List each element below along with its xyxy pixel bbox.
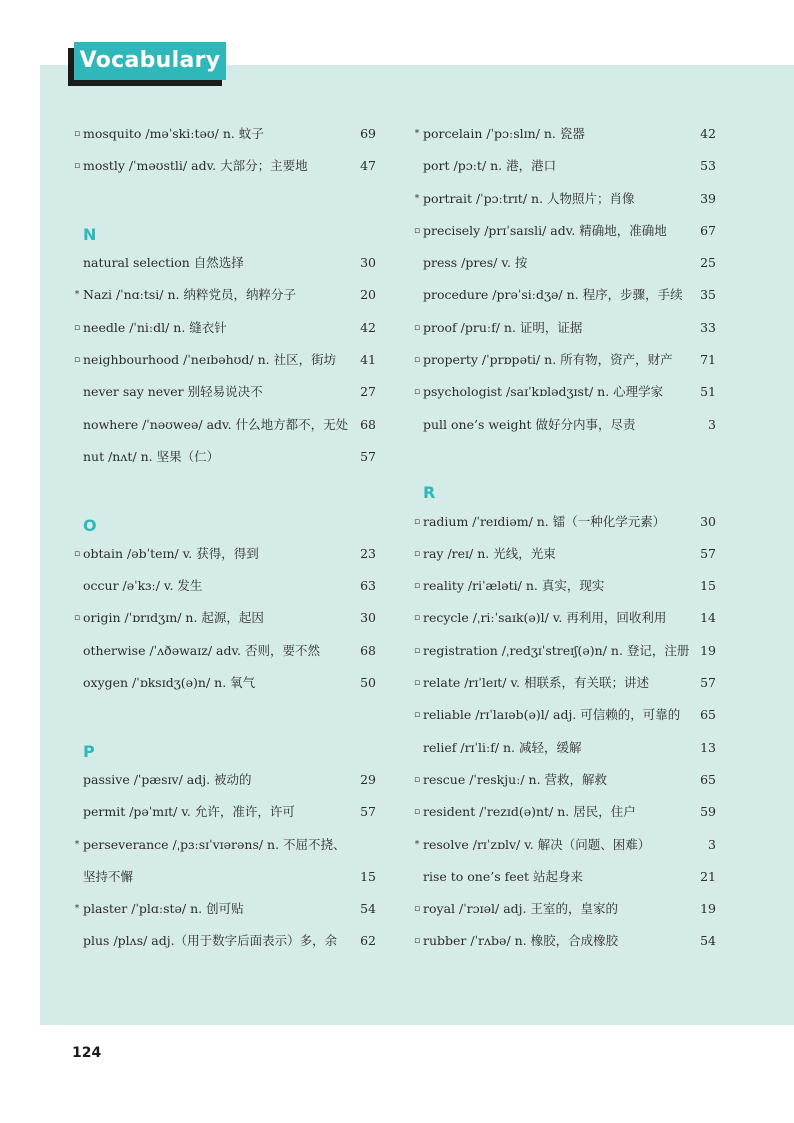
entry-page-ref: 30 — [360, 610, 376, 626]
vocab-entry — [412, 215, 716, 247]
vocab-entry — [412, 699, 716, 731]
entry-page-ref: 57 — [700, 545, 716, 561]
entry-text: oxygen /ˈɒksɪdʒ(ə)n/ n. 氧气 — [83, 675, 256, 691]
entry-text: rescue /ˈreskjuː/ n. 营救，解救 — [423, 771, 608, 787]
vocab-entry — [72, 118, 376, 150]
entry-page-ref: 50 — [360, 675, 376, 691]
entry-page-ref: 25 — [700, 255, 716, 271]
entry-text: perseverance /ˌpɜːsɪˈvɪərəns/ n. 不屈不挠、 — [83, 836, 346, 852]
asterisk-marker: * — [74, 839, 80, 850]
entry-text: registration /ˌredʒɪˈstreɪʃ(ə)n/ n. 登记，注册 — [423, 642, 690, 658]
checkbox-marker: ▫ — [413, 613, 421, 624]
vocab-entry — [72, 279, 376, 311]
section-gap — [412, 441, 716, 473]
entry-text: Nazi /ˈnɑːtsi/ n. 纳粹党员，纳粹分子 — [83, 287, 296, 303]
entry-text: reliable /rɪˈlaɪəb(ə)l/ adj. 可信赖的，可靠的 — [423, 707, 681, 723]
entry-text: permit /pəˈmɪt/ v. 允许，准许，许可 — [83, 804, 295, 820]
section-gap — [72, 473, 376, 505]
entry-page-ref: 3 — [708, 416, 716, 432]
checkbox-marker: ▫ — [413, 225, 421, 236]
entry-text: pull one’s weight 做好分内事，尽责 — [423, 416, 636, 432]
page-number: 124 — [72, 1045, 102, 1061]
vocab-entry — [72, 796, 376, 828]
asterisk-marker: * — [414, 193, 420, 204]
vocabulary-column-right — [412, 118, 716, 958]
asterisk-marker: * — [74, 290, 80, 301]
checkbox-marker: ▫ — [413, 807, 421, 818]
checkbox-marker: ▫ — [413, 645, 421, 656]
checkbox-marker: ▫ — [413, 774, 421, 785]
entry-text: ray /reɪ/ n. 光线，光束 — [423, 545, 556, 561]
entry-page-ref: 54 — [360, 901, 376, 917]
section-letter: P — [83, 741, 95, 761]
checkbox-marker: ▫ — [73, 322, 81, 333]
entry-page-ref: 3 — [708, 836, 716, 852]
entry-text: precisely /prɪˈsaɪsli/ adv. 精确地，准确地 — [423, 222, 667, 238]
entry-page-ref: 30 — [360, 255, 376, 271]
entry-text: recycle /ˌriːˈsaɪk(ə)l/ v. 再利用，回收利用 — [423, 610, 667, 626]
asterisk-marker: * — [414, 129, 420, 139]
entry-text: relief /rɪˈliːf/ n. 减轻，缓解 — [423, 739, 582, 755]
vocab-entry — [72, 312, 376, 344]
entry-text: porcelain /ˈpɔːslɪn/ n. 瓷器 — [423, 126, 585, 141]
vocab-entry — [72, 764, 376, 796]
entry-page-ref: 19 — [700, 642, 716, 658]
entry-text: plus /plʌs/ adj.（用于数字后面表示）多，余 — [83, 933, 338, 949]
vocab-entry — [72, 441, 376, 473]
vocab-entry — [72, 376, 376, 408]
vocab-entry — [412, 925, 716, 957]
entry-page-ref: 41 — [360, 352, 376, 368]
entry-page-ref: 27 — [360, 384, 376, 400]
vocab-entry — [412, 796, 716, 828]
vocab-entry — [72, 409, 376, 441]
vocab-entry — [412, 538, 716, 570]
entry-text: relate /rɪˈleɪt/ v. 相联系，有关联；讲述 — [423, 675, 649, 691]
entry-page-ref: 57 — [360, 804, 376, 820]
entry-text: portrait /ˈpɔːtrɪt/ n. 人物照片；肖像 — [423, 190, 635, 206]
vocab-entry — [72, 635, 376, 667]
vocab-entry — [72, 925, 376, 957]
checkbox-marker: ▫ — [413, 936, 421, 947]
entry-text: reality /riˈæləti/ n. 真实，现实 — [423, 578, 605, 594]
asterisk-marker: * — [414, 839, 420, 850]
entry-text: needle /ˈniːdl/ n. 缝衣针 — [83, 319, 227, 335]
entry-text: natural selection 自然选择 — [83, 255, 244, 271]
entry-text: origin /ˈɒrɪdʒɪn/ n. 起源，起因 — [83, 610, 264, 626]
vocab-entry — [412, 667, 716, 699]
vocab-entry — [72, 893, 376, 925]
entry-page-ref: 68 — [360, 416, 376, 432]
entry-page-ref: 14 — [700, 610, 716, 626]
vocab-entry — [72, 570, 376, 602]
entry-page-ref: 62 — [360, 933, 376, 949]
entry-page-ref: 23 — [360, 545, 376, 561]
vocab-entry — [412, 861, 716, 893]
entry-page-ref: 54 — [700, 933, 716, 949]
entry-page-ref: 57 — [360, 448, 376, 464]
asterisk-marker: * — [74, 904, 80, 915]
vocabulary-column-left — [72, 118, 376, 958]
vocab-entry — [412, 344, 716, 376]
vocab-entry — [412, 183, 716, 215]
vocab-entry — [72, 829, 376, 861]
entry-text: press /pres/ v. 按 — [423, 255, 528, 271]
entry-text: psychologist /saɪˈkɒlədʒɪst/ n. 心理学家 — [423, 384, 664, 400]
entry-text: resident /ˈrezɪd(ə)nt/ n. 居民，住户 — [423, 804, 636, 820]
entry-page-ref: 59 — [700, 804, 716, 820]
vocab-entry — [412, 279, 716, 311]
entry-text: otherwise /ˈʌðəwaɪz/ adv. 否则，要不然 — [83, 642, 320, 658]
section-letter: O — [83, 515, 97, 535]
checkbox-marker: ▫ — [413, 904, 421, 915]
vocab-entry — [412, 764, 716, 796]
entry-page-ref: 63 — [360, 578, 376, 594]
entry-page-ref: 20 — [360, 287, 376, 303]
entry-page-ref: 19 — [700, 901, 716, 917]
checkbox-marker: ▫ — [73, 548, 81, 559]
checkbox-marker: ▫ — [73, 129, 81, 139]
entry-text: neighbourhood /ˈneɪbəhʊd/ n. 社区，街坊 — [83, 352, 337, 368]
vocab-entry — [412, 506, 716, 538]
entry-page-ref: 67 — [700, 222, 716, 238]
entry-page-ref: 30 — [700, 513, 716, 529]
section-gap — [72, 699, 376, 731]
vocab-entry — [72, 538, 376, 570]
section-letter: R — [423, 483, 436, 503]
vocab-entry — [412, 570, 716, 602]
entry-page-ref: 42 — [700, 126, 716, 141]
vocab-entry — [412, 312, 716, 344]
entry-text: passive /ˈpæsɪv/ adj. 被动的 — [83, 771, 252, 787]
entry-text: nut /nʌt/ n. 坚果（仁） — [83, 448, 220, 464]
vocab-entry — [72, 150, 376, 182]
vocab-entry — [412, 247, 716, 279]
vocab-entry — [412, 732, 716, 764]
checkbox-marker: ▫ — [73, 613, 81, 624]
entry-text: mostly /ˈməʊstli/ adv. 大部分；主要地 — [83, 158, 308, 174]
page-title: Vocabulary — [74, 42, 226, 80]
entry-page-ref: 71 — [700, 352, 716, 368]
entry-page-ref: 57 — [700, 675, 716, 691]
entry-page-ref: 69 — [360, 126, 376, 141]
checkbox-marker: ▫ — [413, 710, 421, 721]
checkbox-marker: ▫ — [413, 387, 421, 398]
entry-text: property /ˈprɒpəti/ n. 所有物，资产，财产 — [423, 352, 673, 368]
entry-text: resolve /rɪˈzɒlv/ v. 解决（问题、困难） — [423, 836, 651, 852]
checkbox-marker: ▫ — [73, 355, 81, 366]
entry-page-ref: 29 — [360, 771, 376, 787]
checkbox-marker: ▫ — [413, 581, 421, 592]
vocab-entry-continuation — [72, 861, 376, 893]
vocab-entry — [412, 635, 716, 667]
entry-page-ref: 15 — [360, 868, 376, 884]
entry-page-ref: 65 — [700, 771, 716, 787]
entry-text: port /pɔːt/ n. 港，港口 — [423, 158, 557, 174]
entry-text: royal /ˈrɔɪəl/ adj. 王室的，皇家的 — [423, 901, 618, 917]
entry-text: mosquito /məˈskiːtəʊ/ n. 蚊子 — [83, 126, 264, 141]
entry-page-ref: 39 — [700, 190, 716, 206]
checkbox-marker: ▫ — [413, 322, 421, 333]
vocab-entry — [72, 247, 376, 279]
entry-page-ref: 68 — [360, 642, 376, 658]
vocab-entry — [72, 602, 376, 634]
entry-page-ref: 21 — [700, 868, 716, 884]
vocab-entry — [412, 150, 716, 182]
entry-text: rise to one’s feet 站起身来 — [423, 868, 584, 884]
entry-page-ref: 53 — [700, 158, 716, 174]
entry-text: procedure /prəˈsiːdʒə/ n. 程序，步骤，手续 — [423, 287, 683, 303]
entry-text: rubber /ˈrʌbə/ n. 橡胶，合成橡胶 — [423, 933, 619, 949]
vocab-entry — [412, 376, 716, 408]
vocab-entry — [412, 118, 716, 150]
entry-page-ref: 13 — [700, 739, 716, 755]
entry-page-ref: 35 — [700, 287, 716, 303]
checkbox-marker: ▫ — [413, 355, 421, 366]
entry-text: plaster /ˈplɑːstə/ n. 创可贴 — [83, 901, 244, 917]
entry-page-ref: 65 — [700, 707, 716, 723]
entry-text: occur /əˈkɜː/ v. 发生 — [83, 578, 203, 594]
entry-page-ref: 51 — [700, 384, 716, 400]
entry-page-ref: 33 — [700, 319, 716, 335]
entry-page-ref: 15 — [700, 578, 716, 594]
entry-page-ref: 42 — [360, 319, 376, 335]
checkbox-marker: ▫ — [413, 516, 421, 527]
vocab-entry — [412, 829, 716, 861]
section-gap — [72, 183, 376, 215]
entry-text: nowhere /ˈnəʊweə/ adv. 什么地方都不，无处 — [83, 416, 349, 432]
vocab-entry — [412, 602, 716, 634]
entry-text: never say never 别轻易说决不 — [83, 384, 263, 400]
entry-text: obtain /əbˈteɪn/ v. 获得，得到 — [83, 545, 259, 561]
entry-text: proof /pruːf/ n. 证明，证据 — [423, 319, 583, 335]
entry-text: 坚持不懈 — [83, 868, 134, 884]
vocab-entry — [72, 667, 376, 699]
vocab-entry — [412, 409, 716, 441]
section-letter: N — [83, 224, 97, 244]
vocab-entry — [412, 893, 716, 925]
checkbox-marker: ▫ — [413, 548, 421, 559]
entry-page-ref: 47 — [360, 158, 376, 174]
checkbox-marker: ▫ — [73, 161, 81, 172]
entry-text: radium /ˈreɪdiəm/ n. 镭（一种化学元素） — [423, 513, 666, 529]
vocab-entry — [72, 344, 376, 376]
checkbox-marker: ▫ — [413, 678, 421, 689]
